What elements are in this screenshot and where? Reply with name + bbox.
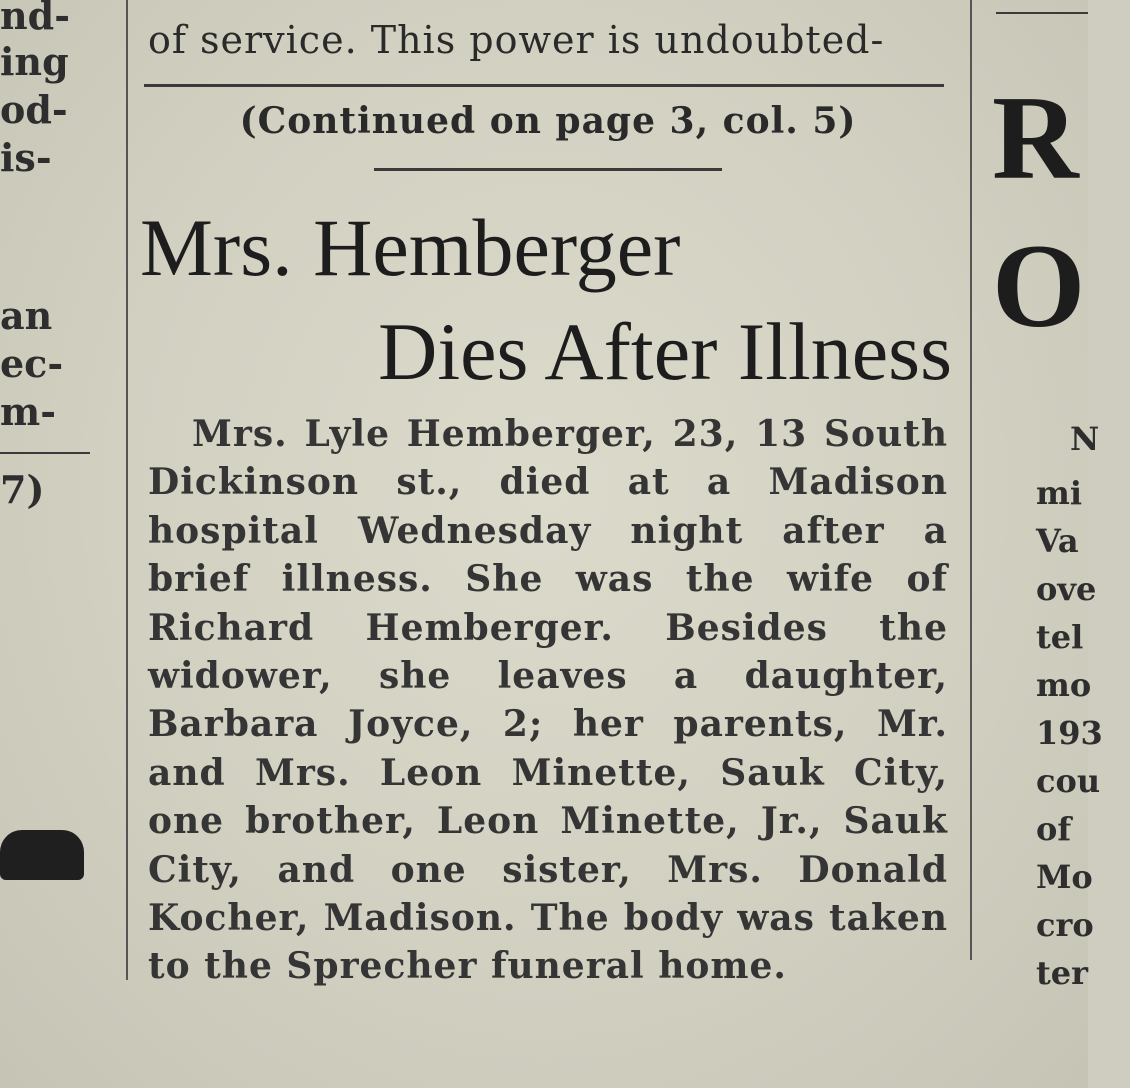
article-body: Mrs. Lyle Hemberger, 23, 13 South Dickinson st., died at a Madison hospital Wednesday night after a brief illness. She was the wife of Richard Hemberger. Besides the widower, she leaves a daughter, Barbara Joyce, 2; her parents, Mr. and Mrs. Leon Minette, Sauk City, one brother, Leon Minette, Jr., Sauk City, and one sister, Mrs. Donald Kocher, Madison. The body was taken to the Sprecher funeral home. — [148, 413, 948, 988]
headline — [140, 196, 952, 404]
right-fragment: mo — [1036, 666, 1092, 704]
right-fragment: cou — [1036, 762, 1101, 800]
right-headline-letter: O — [992, 219, 1086, 352]
right-fragment: ove — [1036, 570, 1097, 608]
left-fragment: ing — [0, 39, 69, 84]
previous-article-last-line: of service. This power is undoubted- — [148, 18, 885, 62]
left-column-divider — [0, 452, 90, 454]
left-fragment: is- — [0, 135, 52, 180]
right-fragment: ter — [1036, 954, 1088, 992]
left-fragment: m- — [0, 389, 56, 434]
left-fragment: ec- — [0, 341, 64, 386]
headline-line-1: Mrs. Hemberger — [140, 202, 681, 293]
right-fragment: tel — [1036, 618, 1084, 656]
continued-notice: (Continued on page 3, col. 5) — [239, 100, 857, 142]
right-fragment: 193 — [1036, 714, 1103, 752]
right-fragment: mi — [1036, 474, 1083, 512]
left-column-rule — [126, 0, 128, 980]
right-headline-letter: R — [992, 71, 1079, 204]
left-fragment: nd- — [0, 0, 70, 38]
right-fragment: of — [1036, 810, 1072, 848]
left-fragment: 7) — [0, 467, 45, 512]
headline-line-2: Dies After Illness — [378, 306, 952, 397]
article-divider-rule — [144, 84, 944, 87]
right-fragment: cro — [1036, 906, 1094, 944]
right-fragment: N — [1070, 420, 1100, 458]
short-divider-rule — [374, 168, 722, 171]
right-fragment: Mo — [1036, 858, 1093, 896]
left-column-ink-blot — [0, 830, 84, 880]
left-fragment: an — [0, 293, 53, 338]
right-column-top-rule — [996, 12, 1088, 14]
right-fragment: Va — [1036, 522, 1079, 560]
left-fragment: od- — [0, 87, 68, 132]
right-column-rule — [970, 0, 972, 960]
